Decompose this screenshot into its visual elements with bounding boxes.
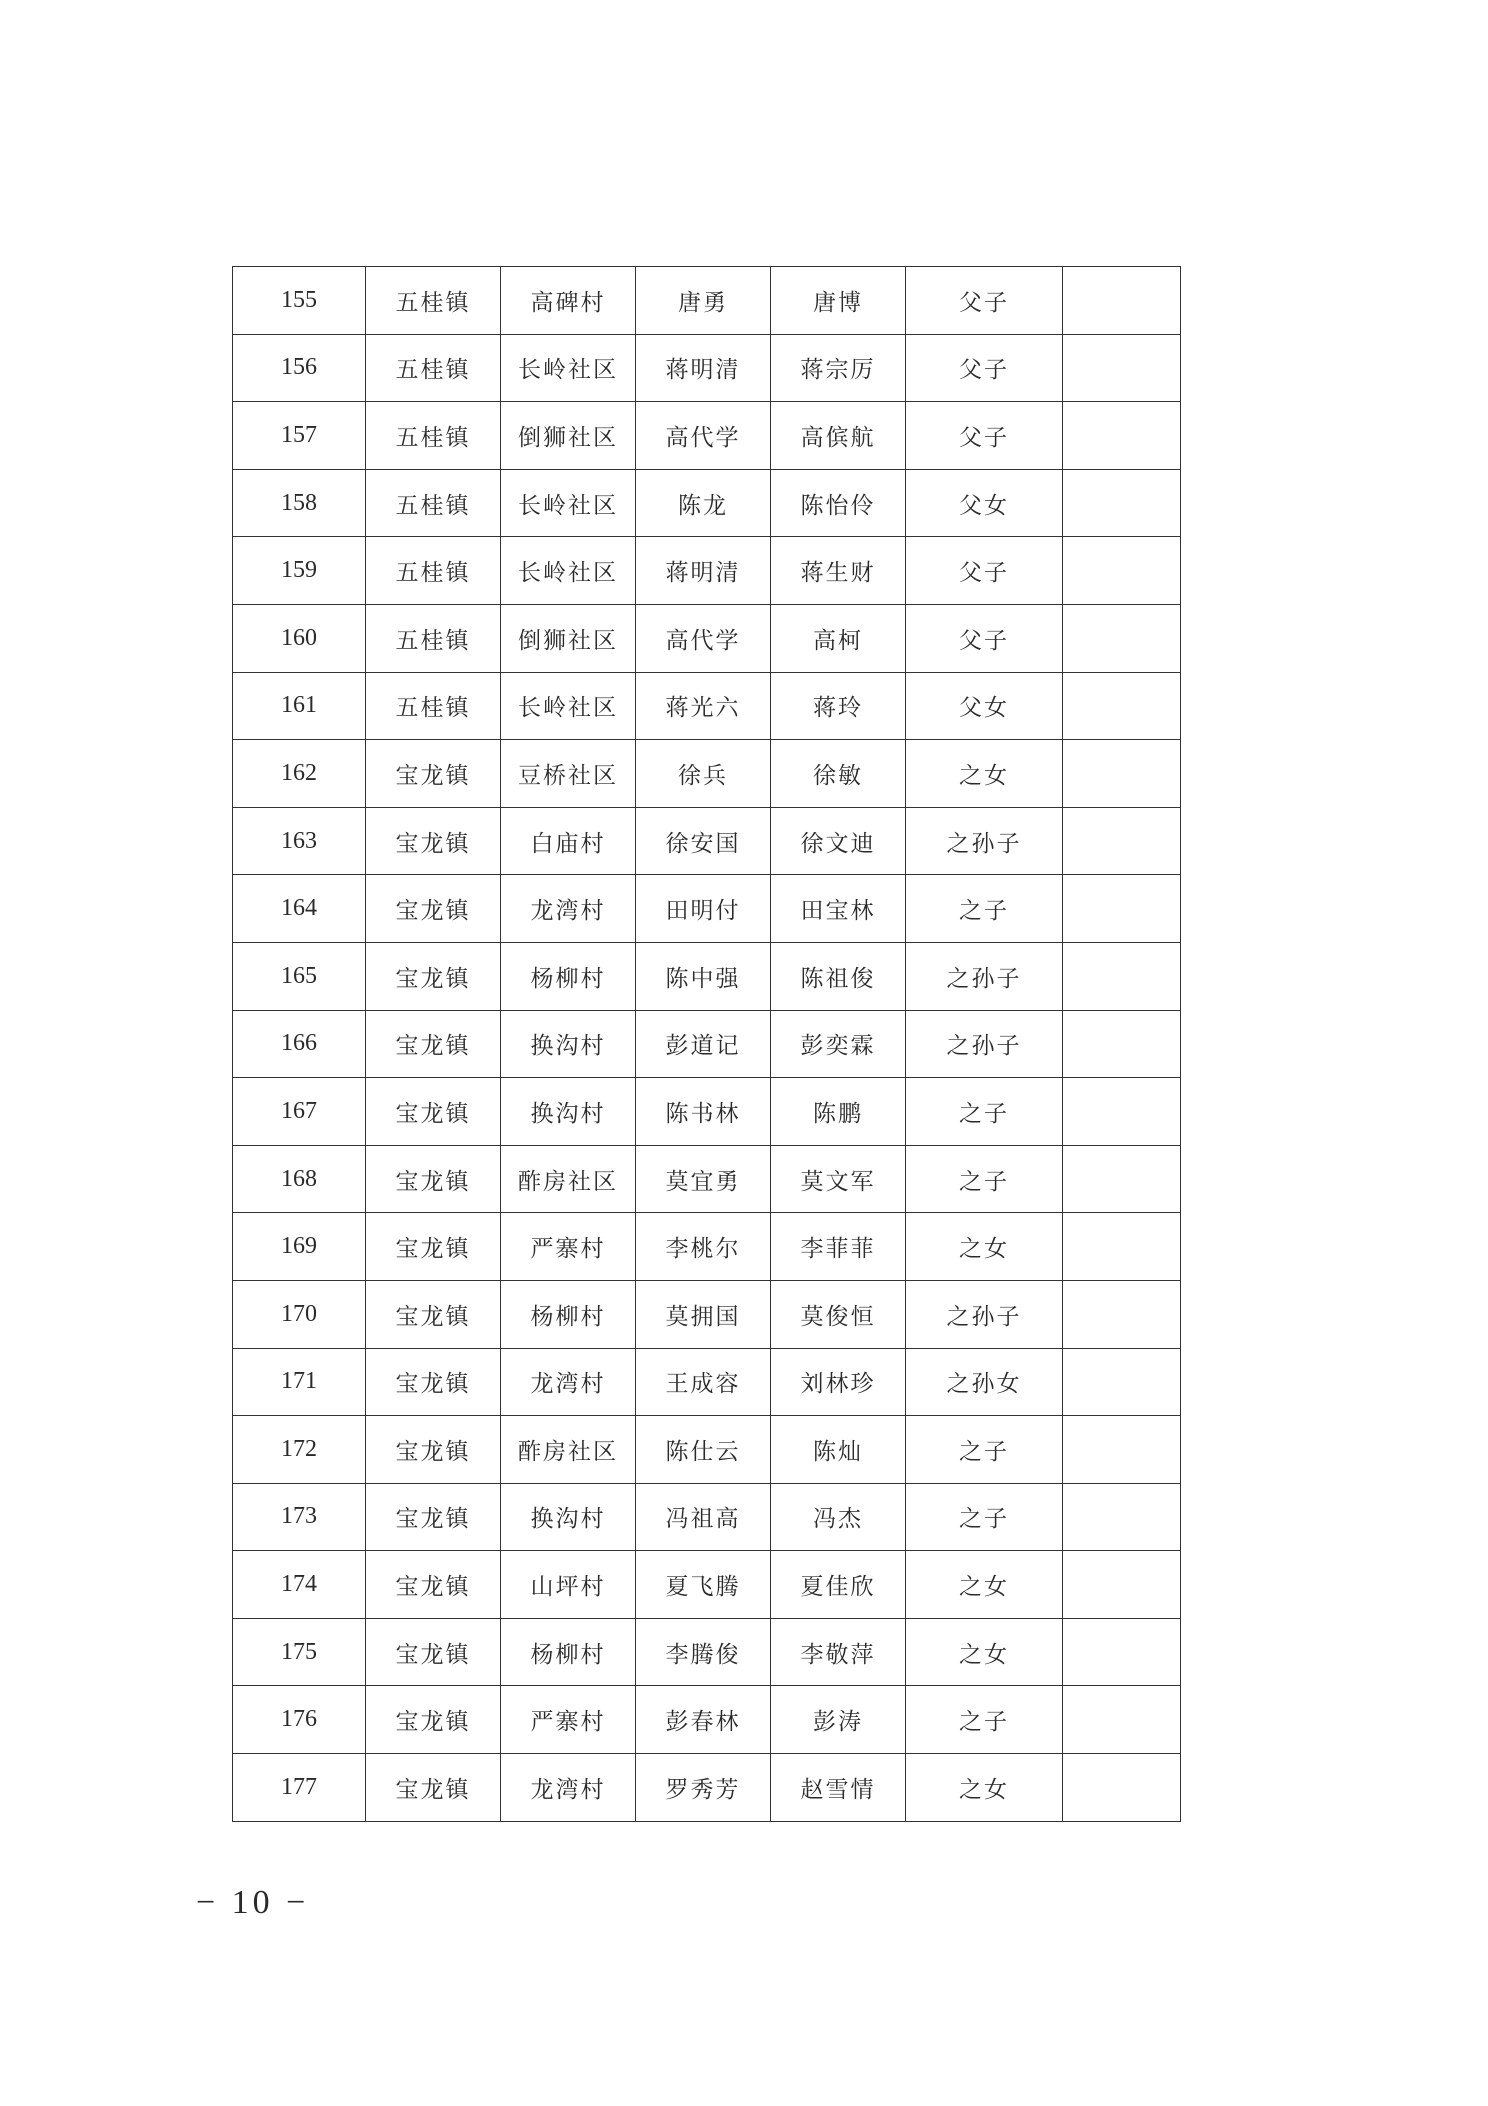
cell-parent-name: 蒋光六 bbox=[636, 672, 771, 740]
cell-number: 172 bbox=[233, 1416, 366, 1484]
cell-parent-name: 冯祖高 bbox=[636, 1483, 771, 1551]
cell-relation: 之孙子 bbox=[906, 942, 1063, 1010]
cell-relation: 父子 bbox=[906, 402, 1063, 470]
cell-child-name: 陈祖俊 bbox=[771, 942, 906, 1010]
cell-number: 165 bbox=[233, 942, 366, 1010]
cell-parent-name: 徐兵 bbox=[636, 740, 771, 808]
table-row bbox=[233, 1416, 1181, 1484]
cell-child-name: 蒋玲 bbox=[771, 672, 906, 740]
cell-number: 157 bbox=[233, 402, 366, 470]
cell-relation: 父女 bbox=[906, 469, 1063, 537]
cell-child-name: 陈灿 bbox=[771, 1416, 906, 1484]
cell-parent-name: 高代学 bbox=[636, 402, 771, 470]
cell-remark bbox=[1063, 1280, 1181, 1348]
cell-village: 杨柳村 bbox=[501, 1618, 636, 1686]
cell-number: 171 bbox=[233, 1348, 366, 1416]
cell-parent-name: 蒋明清 bbox=[636, 537, 771, 605]
cell-village: 酢房社区 bbox=[501, 1416, 636, 1484]
cell-relation: 之孙女 bbox=[906, 1348, 1063, 1416]
table-row bbox=[233, 469, 1181, 537]
cell-relation: 之女 bbox=[906, 1618, 1063, 1686]
cell-relation: 之孙子 bbox=[906, 1010, 1063, 1078]
cell-parent-name: 高代学 bbox=[636, 604, 771, 672]
table-row bbox=[233, 875, 1181, 943]
cell-village: 严寨村 bbox=[501, 1686, 636, 1754]
cell-relation: 之子 bbox=[906, 1145, 1063, 1213]
table-row bbox=[233, 1483, 1181, 1551]
cell-child-name: 徐文迪 bbox=[771, 807, 906, 875]
cell-village: 龙湾村 bbox=[501, 1348, 636, 1416]
table-row bbox=[233, 1618, 1181, 1686]
cell-town: 宝龙镇 bbox=[366, 1280, 501, 1348]
cell-relation: 父女 bbox=[906, 672, 1063, 740]
cell-village: 白庙村 bbox=[501, 807, 636, 875]
cell-remark bbox=[1063, 267, 1181, 335]
cell-village: 杨柳村 bbox=[501, 942, 636, 1010]
cell-town: 宝龙镇 bbox=[366, 1078, 501, 1146]
cell-village: 杨柳村 bbox=[501, 1280, 636, 1348]
cell-town: 宝龙镇 bbox=[366, 1618, 501, 1686]
cell-number: 156 bbox=[233, 334, 366, 402]
cell-village: 倒狮社区 bbox=[501, 604, 636, 672]
cell-town: 宝龙镇 bbox=[366, 1213, 501, 1281]
table-row bbox=[233, 672, 1181, 740]
cell-relation: 之女 bbox=[906, 740, 1063, 808]
cell-remark bbox=[1063, 1551, 1181, 1619]
cell-child-name: 夏佳欣 bbox=[771, 1551, 906, 1619]
cell-relation: 之女 bbox=[906, 1213, 1063, 1281]
cell-remark bbox=[1063, 1686, 1181, 1754]
cell-remark bbox=[1063, 807, 1181, 875]
cell-town: 五桂镇 bbox=[366, 537, 501, 605]
cell-town: 宝龙镇 bbox=[366, 1483, 501, 1551]
cell-town: 五桂镇 bbox=[366, 402, 501, 470]
roster-table-body bbox=[233, 267, 1181, 1822]
cell-number: 163 bbox=[233, 807, 366, 875]
cell-number: 174 bbox=[233, 1551, 366, 1619]
cell-remark bbox=[1063, 1618, 1181, 1686]
cell-child-name: 田宝林 bbox=[771, 875, 906, 943]
cell-parent-name: 莫宜勇 bbox=[636, 1145, 771, 1213]
cell-number: 158 bbox=[233, 469, 366, 537]
cell-town: 五桂镇 bbox=[366, 334, 501, 402]
cell-child-name: 彭奕霖 bbox=[771, 1010, 906, 1078]
cell-child-name: 李敬萍 bbox=[771, 1618, 906, 1686]
cell-town: 宝龙镇 bbox=[366, 1416, 501, 1484]
cell-remark bbox=[1063, 1145, 1181, 1213]
cell-remark bbox=[1063, 942, 1181, 1010]
cell-number: 169 bbox=[233, 1213, 366, 1281]
cell-child-name: 李菲菲 bbox=[771, 1213, 906, 1281]
cell-town: 五桂镇 bbox=[366, 672, 501, 740]
cell-child-name: 莫俊恒 bbox=[771, 1280, 906, 1348]
cell-village: 豆桥社区 bbox=[501, 740, 636, 808]
cell-parent-name: 李腾俊 bbox=[636, 1618, 771, 1686]
cell-relation: 之子 bbox=[906, 1416, 1063, 1484]
cell-child-name: 刘林珍 bbox=[771, 1348, 906, 1416]
cell-parent-name: 李桃尔 bbox=[636, 1213, 771, 1281]
cell-number: 177 bbox=[233, 1754, 366, 1822]
cell-remark bbox=[1063, 604, 1181, 672]
cell-town: 宝龙镇 bbox=[366, 1348, 501, 1416]
cell-town: 宝龙镇 bbox=[366, 1010, 501, 1078]
cell-relation: 之孙子 bbox=[906, 1280, 1063, 1348]
cell-relation: 之子 bbox=[906, 1686, 1063, 1754]
table-row bbox=[233, 1348, 1181, 1416]
cell-relation: 之子 bbox=[906, 875, 1063, 943]
cell-remark bbox=[1063, 334, 1181, 402]
cell-remark bbox=[1063, 1416, 1181, 1484]
cell-village: 严寨村 bbox=[501, 1213, 636, 1281]
cell-town: 五桂镇 bbox=[366, 604, 501, 672]
roster-table bbox=[232, 266, 1181, 1822]
table-row bbox=[233, 942, 1181, 1010]
cell-relation: 之孙子 bbox=[906, 807, 1063, 875]
cell-remark bbox=[1063, 1754, 1181, 1822]
table-row bbox=[233, 1551, 1181, 1619]
cell-remark bbox=[1063, 469, 1181, 537]
cell-number: 170 bbox=[233, 1280, 366, 1348]
cell-number: 173 bbox=[233, 1483, 366, 1551]
cell-village: 长岭社区 bbox=[501, 672, 636, 740]
cell-number: 161 bbox=[233, 672, 366, 740]
cell-village: 长岭社区 bbox=[501, 469, 636, 537]
table-row bbox=[233, 1078, 1181, 1146]
cell-child-name: 高柯 bbox=[771, 604, 906, 672]
table-row bbox=[233, 1145, 1181, 1213]
cell-village: 山坪村 bbox=[501, 1551, 636, 1619]
cell-child-name: 高傧航 bbox=[771, 402, 906, 470]
cell-child-name: 莫文军 bbox=[771, 1145, 906, 1213]
cell-village: 高碑村 bbox=[501, 267, 636, 335]
cell-number: 155 bbox=[233, 267, 366, 335]
cell-number: 167 bbox=[233, 1078, 366, 1146]
cell-number: 164 bbox=[233, 875, 366, 943]
table-row bbox=[233, 604, 1181, 672]
cell-village: 长岭社区 bbox=[501, 334, 636, 402]
cell-remark bbox=[1063, 1483, 1181, 1551]
cell-child-name: 蒋宗厉 bbox=[771, 334, 906, 402]
table-row bbox=[233, 1280, 1181, 1348]
cell-remark bbox=[1063, 740, 1181, 808]
table-row bbox=[233, 807, 1181, 875]
cell-parent-name: 夏飞腾 bbox=[636, 1551, 771, 1619]
cell-parent-name: 王成容 bbox=[636, 1348, 771, 1416]
cell-parent-name: 陈中强 bbox=[636, 942, 771, 1010]
cell-village: 倒狮社区 bbox=[501, 402, 636, 470]
cell-remark bbox=[1063, 672, 1181, 740]
cell-remark bbox=[1063, 1213, 1181, 1281]
cell-parent-name: 罗秀芳 bbox=[636, 1754, 771, 1822]
table-row bbox=[233, 402, 1181, 470]
cell-parent-name: 田明付 bbox=[636, 875, 771, 943]
cell-number: 159 bbox=[233, 537, 366, 605]
cell-remark bbox=[1063, 875, 1181, 943]
cell-town: 宝龙镇 bbox=[366, 1754, 501, 1822]
cell-child-name: 徐敏 bbox=[771, 740, 906, 808]
cell-town: 五桂镇 bbox=[366, 469, 501, 537]
cell-child-name: 陈鹏 bbox=[771, 1078, 906, 1146]
cell-relation: 父子 bbox=[906, 334, 1063, 402]
cell-number: 160 bbox=[233, 604, 366, 672]
cell-remark bbox=[1063, 1078, 1181, 1146]
cell-town: 宝龙镇 bbox=[366, 1145, 501, 1213]
cell-town: 宝龙镇 bbox=[366, 740, 501, 808]
table-row bbox=[233, 537, 1181, 605]
cell-number: 176 bbox=[233, 1686, 366, 1754]
table-row bbox=[233, 1213, 1181, 1281]
cell-village: 换沟村 bbox=[501, 1078, 636, 1146]
table-row bbox=[233, 267, 1181, 335]
cell-child-name: 陈怡伶 bbox=[771, 469, 906, 537]
cell-child-name: 唐博 bbox=[771, 267, 906, 335]
cell-village: 长岭社区 bbox=[501, 537, 636, 605]
cell-parent-name: 唐勇 bbox=[636, 267, 771, 335]
cell-relation: 父子 bbox=[906, 537, 1063, 605]
cell-town: 宝龙镇 bbox=[366, 1686, 501, 1754]
cell-town: 五桂镇 bbox=[366, 267, 501, 335]
cell-remark bbox=[1063, 537, 1181, 605]
table-row bbox=[233, 740, 1181, 808]
cell-child-name: 赵雪情 bbox=[771, 1754, 906, 1822]
cell-parent-name: 莫拥国 bbox=[636, 1280, 771, 1348]
cell-town: 宝龙镇 bbox=[366, 875, 501, 943]
cell-number: 168 bbox=[233, 1145, 366, 1213]
cell-parent-name: 彭春林 bbox=[636, 1686, 771, 1754]
cell-village: 龙湾村 bbox=[501, 875, 636, 943]
cell-town: 宝龙镇 bbox=[366, 807, 501, 875]
cell-relation: 之女 bbox=[906, 1551, 1063, 1619]
cell-child-name: 冯杰 bbox=[771, 1483, 906, 1551]
cell-child-name: 蒋生财 bbox=[771, 537, 906, 605]
cell-town: 宝龙镇 bbox=[366, 942, 501, 1010]
cell-relation: 之子 bbox=[906, 1483, 1063, 1551]
table-row bbox=[233, 1754, 1181, 1822]
table-row bbox=[233, 1686, 1181, 1754]
cell-relation: 之子 bbox=[906, 1078, 1063, 1146]
cell-village: 酢房社区 bbox=[501, 1145, 636, 1213]
cell-parent-name: 陈仕云 bbox=[636, 1416, 771, 1484]
cell-parent-name: 彭道记 bbox=[636, 1010, 771, 1078]
cell-village: 换沟村 bbox=[501, 1483, 636, 1551]
cell-relation: 父子 bbox=[906, 604, 1063, 672]
cell-village: 换沟村 bbox=[501, 1010, 636, 1078]
cell-relation: 父子 bbox=[906, 267, 1063, 335]
cell-village: 龙湾村 bbox=[501, 1754, 636, 1822]
cell-relation: 之女 bbox=[906, 1754, 1063, 1822]
cell-parent-name: 蒋明清 bbox=[636, 334, 771, 402]
cell-parent-name: 陈书林 bbox=[636, 1078, 771, 1146]
table-row bbox=[233, 334, 1181, 402]
cell-number: 175 bbox=[233, 1618, 366, 1686]
cell-remark bbox=[1063, 1348, 1181, 1416]
cell-child-name: 彭涛 bbox=[771, 1686, 906, 1754]
cell-parent-name: 徐安国 bbox=[636, 807, 771, 875]
cell-remark bbox=[1063, 1010, 1181, 1078]
page-number: − 10 − bbox=[196, 1884, 310, 1921]
cell-parent-name: 陈龙 bbox=[636, 469, 771, 537]
cell-remark bbox=[1063, 402, 1181, 470]
table-row bbox=[233, 1010, 1181, 1078]
cell-number: 162 bbox=[233, 740, 366, 808]
cell-town: 宝龙镇 bbox=[366, 1551, 501, 1619]
cell-number: 166 bbox=[233, 1010, 366, 1078]
